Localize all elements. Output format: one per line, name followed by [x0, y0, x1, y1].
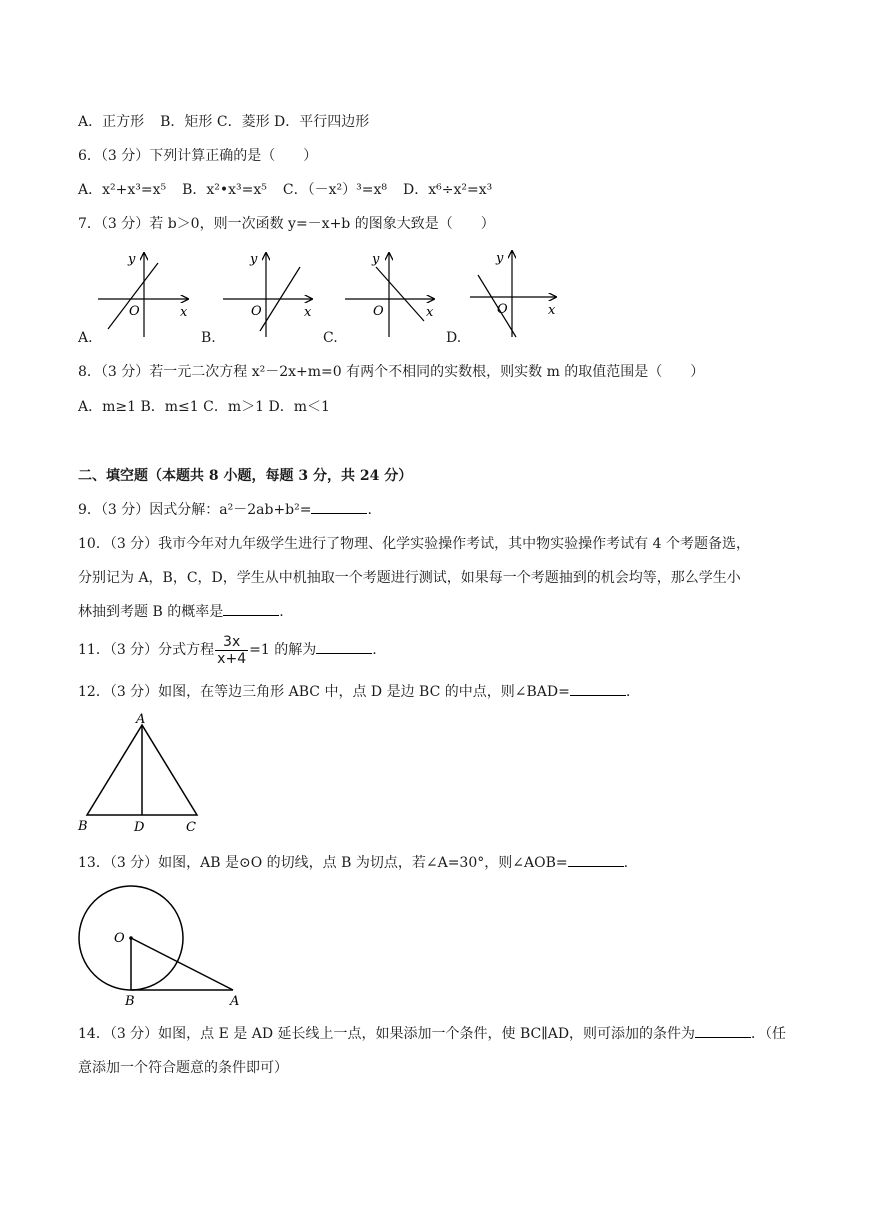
q9-end: . — [367, 502, 372, 518]
q12-label-c: C — [186, 820, 196, 835]
q5-option-d: D．平行四边形 — [274, 114, 370, 130]
q7-graphs — [60, 245, 580, 350]
q7-option-a: A. — [78, 330, 93, 346]
q7b-y-label: y — [250, 252, 258, 267]
q8-options: A．m≥1 B．m≤1 C．m＞1 D．m＜1 — [78, 399, 330, 415]
q6-option-c: C．（－x²）³=x⁸ — [282, 182, 387, 198]
q7a-origin-label: O — [129, 304, 140, 319]
q7-stem: 7．（3 分）若 b＞0，则一次函数 y=－x+b 的图象大致是（ ） — [78, 216, 495, 232]
q13-circle-figure — [70, 880, 260, 1010]
q6-option-d: D．x⁶÷x²=x³ — [403, 182, 493, 198]
q10-line3-text: 林抽到考题 B 的概率是 — [78, 604, 224, 620]
q12-label-b: B — [78, 819, 88, 834]
q9-text: 9．（3 分）因式分解：a²－2ab+b²= — [78, 502, 312, 518]
q11-suffix: =1 的解为 — [249, 642, 317, 658]
q10-line3 — [78, 603, 284, 621]
q7a-y-label: y — [128, 252, 136, 267]
q12-answer-blank[interactable] — [570, 683, 626, 696]
q14-line1 — [78, 1025, 786, 1043]
q11-numerator: 3x — [215, 634, 248, 651]
q5-options — [78, 113, 369, 131]
q7b-origin-label: O — [251, 304, 262, 319]
section-2-title: 二、填空题（本题共 8 小题，每题 3 分，共 24 分） — [78, 468, 413, 484]
q5-option-a: A．正方形 — [78, 114, 145, 130]
q12-text: 12．（3 分）如图，在等边三角形 ABC 中，点 D 是边 BC 的中点，则∠BAD= — [78, 684, 570, 700]
q11-answer-blank[interactable] — [316, 641, 372, 654]
q6-stem: 6．（3 分）下列计算正确的是（ ） — [78, 148, 318, 164]
q5-option-c: C．菱形 — [216, 114, 270, 130]
q13-text: 13．（3 分）如图，AB 是⊙O 的切线，点 B 为切点，若∠A=30°，则∠AOB= — [78, 855, 568, 871]
q10-end: . — [279, 604, 284, 620]
q13-label-a: A — [230, 994, 240, 1009]
q13 — [78, 854, 628, 872]
q14-line1-end: ．（任 — [751, 1026, 787, 1042]
q7-option-c: C. — [323, 330, 338, 346]
q7d-origin-label: O — [497, 302, 508, 317]
q7-graph-b — [223, 252, 312, 337]
q14-answer-blank[interactable] — [695, 1025, 751, 1038]
q11 — [78, 633, 377, 667]
q6-option-a: A．x²+x³=x⁵ — [78, 182, 167, 198]
q11-fraction — [215, 634, 248, 667]
q7-option-b: B. — [201, 330, 216, 346]
q12-triangle-figure — [70, 710, 210, 835]
q8-stem: 8．（3 分）若一元二次方程 x²－2x+m=0 有两个不相同的实数根，则实数 m 的取值范围是（ ） — [78, 364, 705, 380]
q9-answer-blank[interactable] — [311, 501, 367, 514]
q14-line2: 意添加一个符合题意的条件即可） — [78, 1060, 288, 1076]
q11-prefix: 11．（3 分）分式方程 — [78, 642, 215, 658]
q12 — [78, 683, 630, 701]
q10-answer-blank[interactable] — [223, 603, 279, 616]
q7d-x-label: x — [548, 303, 556, 318]
q10-line1: 10．（3 分）我市今年对九年级学生进行了物理、化学实验操作考试，其中物实验操作考试有 4 个考题备选， — [78, 536, 750, 552]
q12-label-d: D — [134, 820, 145, 835]
q7c-y-label: y — [372, 252, 380, 267]
q7d-y-label: y — [496, 251, 504, 266]
q12-end: . — [625, 684, 631, 700]
q7a-x-label: x — [180, 305, 188, 320]
q9 — [78, 501, 372, 519]
q11-denominator: x+4 — [217, 650, 247, 667]
q7-graph-d — [470, 251, 556, 337]
q7c-x-label: x — [426, 305, 434, 320]
q7b-x-label: x — [304, 305, 312, 320]
q13-end: . — [623, 855, 629, 871]
q7-graph-a — [98, 252, 188, 337]
q14-line1-text: 14．（3 分）如图，点 E 是 AD 延长线上一点，如果添加一个条件，使 BC∥AD，则可添加的条件为 — [78, 1026, 696, 1042]
q6-option-b: B．x²•x³=x⁵ — [182, 182, 267, 198]
q13-label-b: B — [125, 994, 135, 1009]
q7c-origin-label: O — [373, 304, 384, 319]
q10-line2: 分别记为 A，B，C，D，学生从中机抽取一个考题进行测试，如果每一个考题抽到的机会均等，那么学生小 — [78, 570, 741, 586]
q13-answer-blank[interactable] — [568, 854, 624, 867]
q13-label-o: O — [114, 931, 125, 946]
q5-option-b: B．矩形 — [160, 114, 213, 130]
q6-options — [78, 181, 492, 199]
q7-option-d: D. — [446, 330, 462, 346]
q11-end: . — [372, 642, 377, 658]
q7-graph-c — [345, 252, 434, 337]
q12-label-a: A — [136, 712, 146, 727]
